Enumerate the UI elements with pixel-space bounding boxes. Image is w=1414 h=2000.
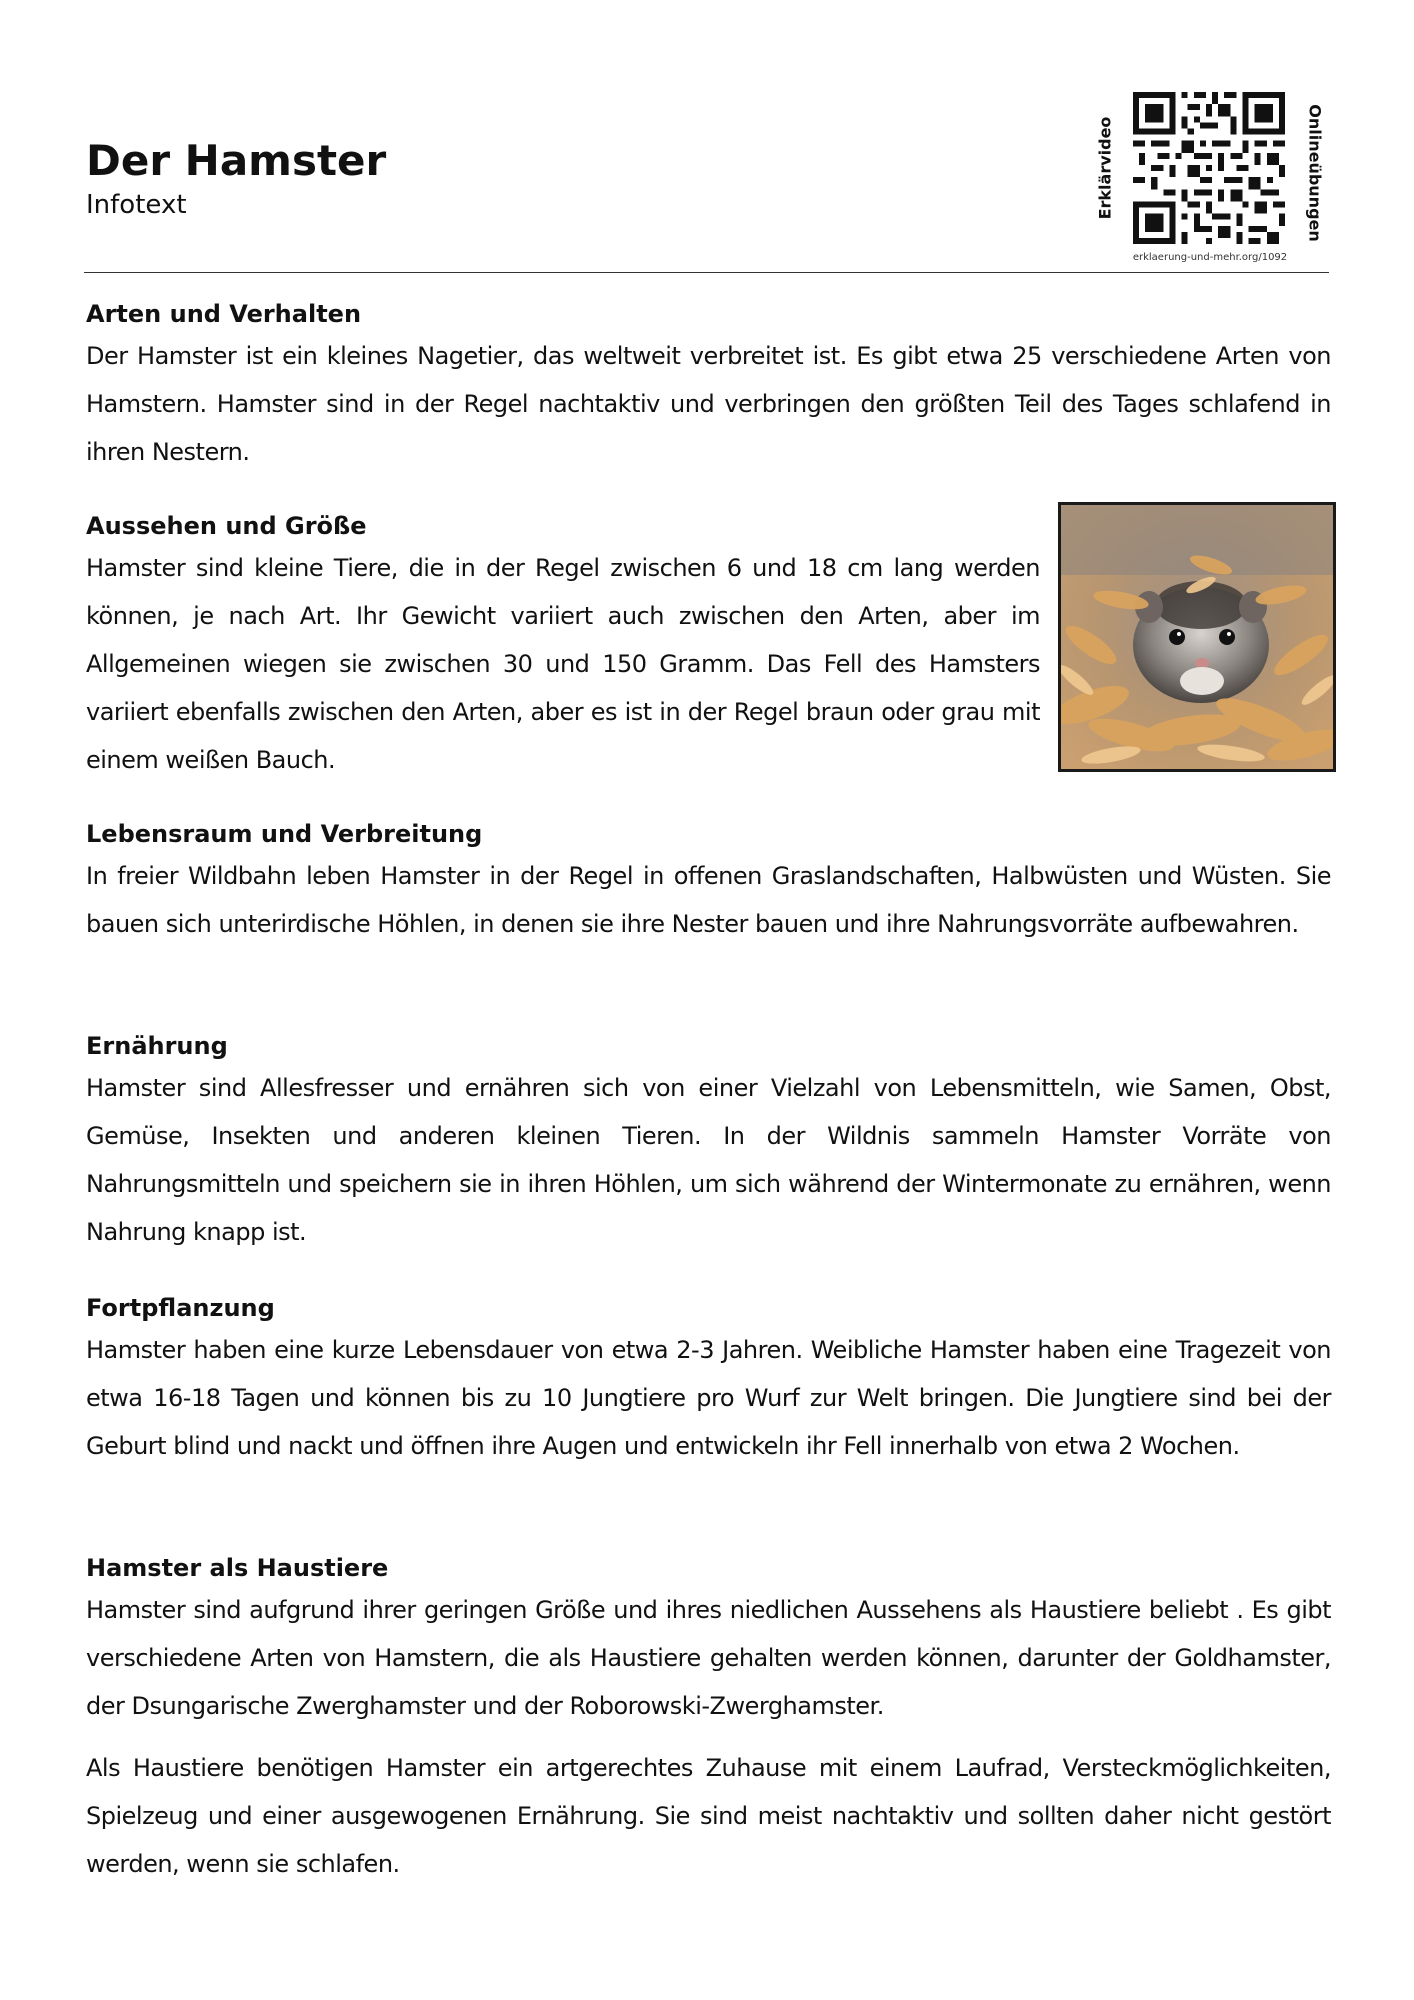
section-heading: Arten und Verhalten: [86, 300, 362, 328]
section-fortpflanzung: [86, 1290, 1331, 1470]
hamster-photo: [1058, 502, 1336, 772]
qr-block: [1085, 88, 1335, 268]
hamster-image: [1061, 505, 1333, 769]
section-arten-und-verhalten: [86, 296, 1331, 476]
section-paragraph: Hamster haben eine kurze Lebensdauer von etwa 2-3 Jahren. Weibliche Hamster haben eine Tragezeit von etwa 16-18 Tagen und können bis zu 10 Jungtiere pro Wurf zur Welt bringen. Die Jungtiere sind bei der Geburt blind und nackt und öffnen ihre Augen und entwickeln ihr Fell innerhalb von etwa 2 Wochen.: [86, 1336, 1331, 1460]
qr-right-label-text: Onlineübungen: [1305, 104, 1325, 242]
section-heading: Aussehen und Größe: [86, 512, 367, 540]
section-paragraph: Hamster sind Allesfresser und ernähren sich von einer Vielzahl von Lebensmitteln, wie Samen, Obst, Gemüse, Insekten und anderen kleinen Tieren. In der Wildnis sammeln Hamster Vorräte von Nahrungsmitteln und speichern sie in ihren Höhlen, um sich während der Wintermonate zu ernähren, wenn Nahrung knapp ist.: [86, 1074, 1331, 1246]
page-title: Der Hamster: [86, 136, 387, 185]
qr-url[interactable]: erklaerung-und-mehr.org/1092: [1132, 252, 1288, 263]
section-heading: Fortpflanzung: [86, 1294, 275, 1322]
section-paragraph: Der Hamster ist ein kleines Nagetier, das weltweit verbreitet ist. Es gibt etwa 25 verschiedene Arten von Hamstern. Hamster sind in der Regel nachtaktiv und verbringen den größten Teil des Tages schlafend in ihren Nestern.: [86, 342, 1331, 466]
section-paragraph: Hamster sind aufgrund ihrer geringen Größe und ihres niedlichen Aussehens als Haustiere beliebt . Es gibt verschiedene Arten von Hamstern, die als Haustiere gehalten werden können, darunter der Goldhamster, der Dsungarische Zwerghamster und der Roborowski-Zwerghamster.: [86, 1596, 1331, 1720]
section-ernaehrung: [86, 1028, 1331, 1256]
section-paragraph: Hamster sind kleine Tiere, die in der Regel zwischen 6 und 18 cm lang werden können, je nach Art. Ihr Gewicht variiert auch zwischen den Arten, aber im Allgemeinen wiegen sie zwischen 30 und 150 Gramm. Das Fell des Hamsters variiert ebenfalls zwischen den Arten, aber es ist in der Regel braun oder grau mit einem weißen Bauch.: [86, 554, 1040, 774]
section-heading: Ernährung: [86, 1032, 228, 1060]
qr-code-icon[interactable]: [1133, 92, 1285, 244]
section-aussehen-und-groesse: [86, 508, 1040, 784]
section-heading: Lebensraum und Verbreitung: [86, 820, 483, 848]
header-divider: [84, 272, 1329, 273]
section-heading: Hamster als Haustiere: [86, 1554, 389, 1582]
qr-left-label-text: Erklärvideo: [1095, 116, 1115, 220]
section-paragraph: In freier Wildbahn leben Hamster in der Regel in offenen Graslandschaften, Halbwüsten und Wüsten. Sie bauen sich unterirdische Höhlen, in denen sie ihre Nester bauen und ihre Nahrungsvorräte aufbewahren.: [86, 862, 1331, 938]
section-paragraph: Als Haustiere benötigen Hamster ein artgerechtes Zuhause mit einem Laufrad, Versteckmöglichkeiten, Spielzeug und einer ausgewogenen Ernährung. Sie sind meist nachtaktiv und sollten daher nicht gestört werden, wenn sie schlafen.: [86, 1754, 1331, 1878]
page-subtitle: Infotext: [86, 190, 187, 220]
qr-left-label: [1085, 88, 1125, 248]
section-hamster-als-haustiere: [86, 1550, 1331, 1888]
qr-right-label: [1295, 88, 1335, 258]
section-lebensraum-und-verbreitung: [86, 816, 1331, 948]
